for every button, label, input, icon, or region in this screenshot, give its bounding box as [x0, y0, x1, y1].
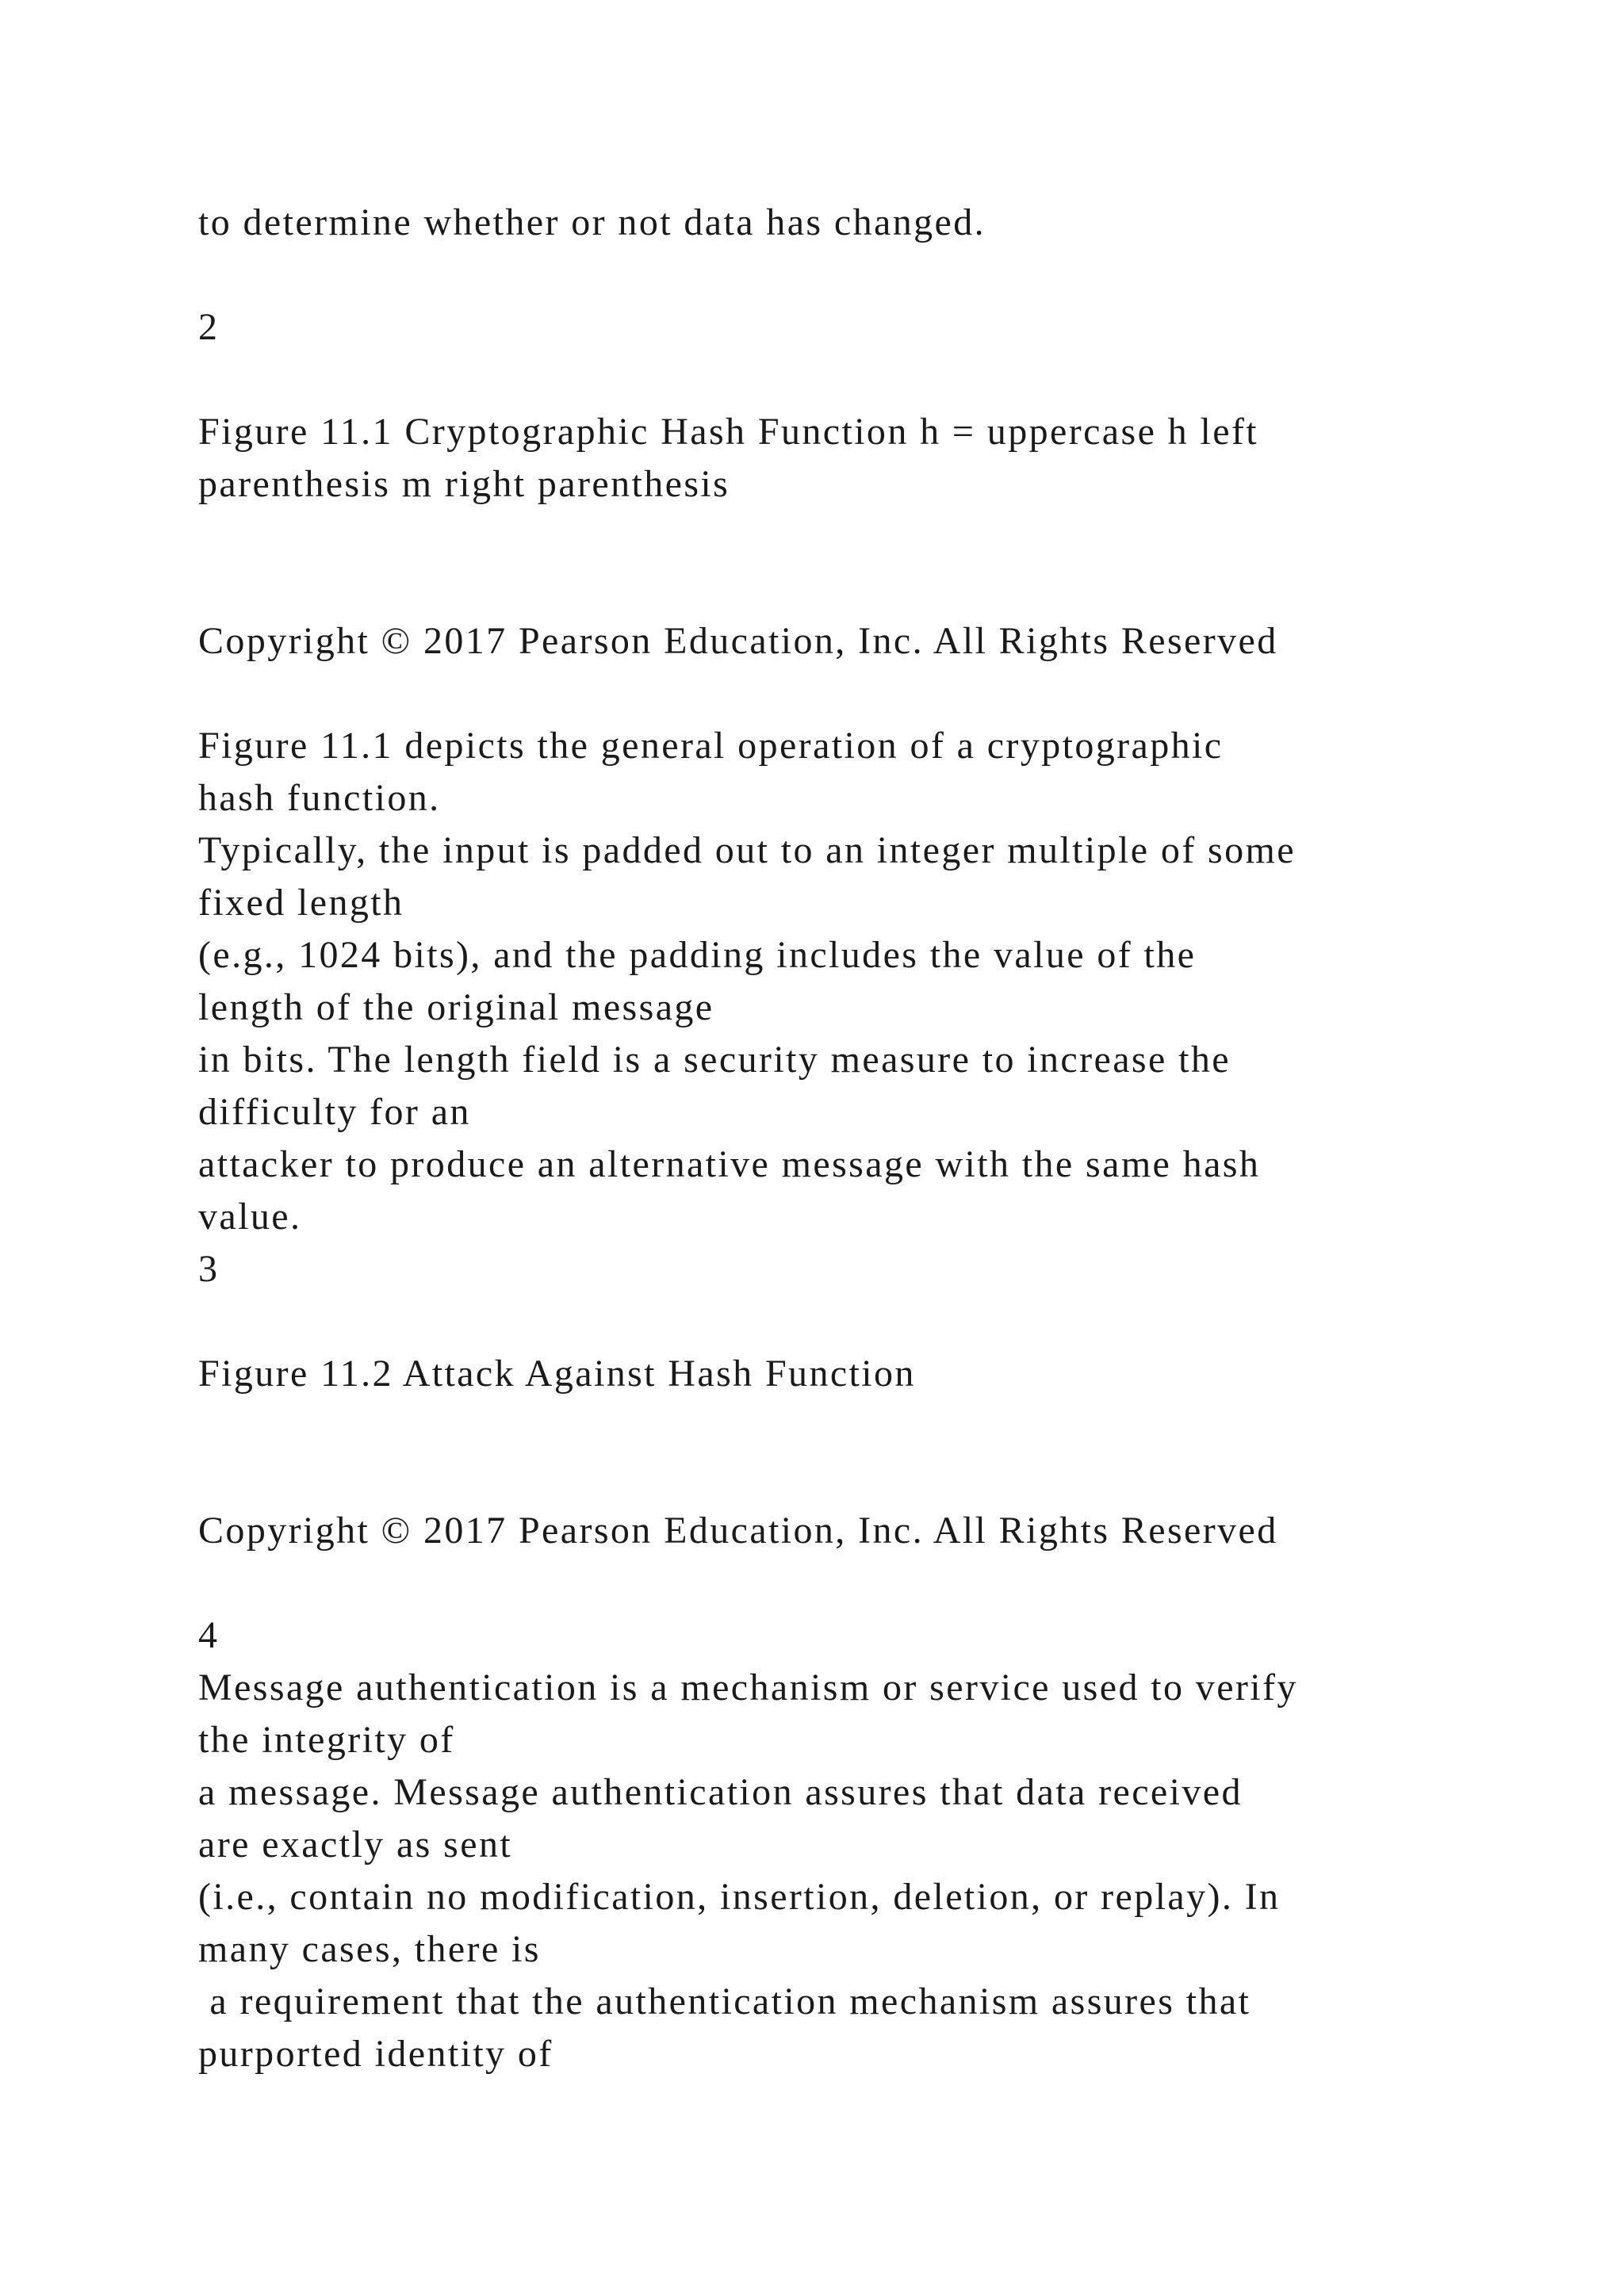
- text-line-09: fixed length: [198, 882, 404, 924]
- figure-11-1-caption-line-2: parenthesis m right parenthesis: [198, 463, 730, 505]
- text-line-12: in bits. The length field is a security measure to increase the: [198, 1039, 1231, 1081]
- text-line-25: many cases, there is: [198, 1928, 541, 1970]
- text-line-22: a message. Message authentication assures that data received: [198, 1771, 1243, 1813]
- page-number-4: 4: [198, 1614, 220, 1656]
- copyright-notice-1: Copyright © 2017 Pearson Education, Inc. All Rights Reserved: [198, 620, 1278, 662]
- text-line-11: length of the original message: [198, 986, 714, 1028]
- figure-11-2-caption: Figure 11.2 Attack Against Hash Function: [198, 1353, 916, 1395]
- text-line-08: Typically, the input is padded out to an integer multiple of some: [198, 829, 1296, 871]
- text-line-21: the integrity of: [198, 1719, 455, 1761]
- page-number-2: 2: [198, 306, 220, 348]
- page-number-3: 3: [198, 1248, 220, 1290]
- text-line-27: purported identity of: [198, 2033, 553, 2075]
- figure-11-1-caption-line-1: Figure 11.1 Cryptographic Hash Function h = uppercase h left: [198, 411, 1259, 453]
- text-line-24: (i.e., contain no modification, insertion, deletion, or replay). In: [198, 1876, 1281, 1918]
- text-line-20: Message authentication is a mechanism or service used to verify: [198, 1667, 1298, 1709]
- text-line-13: difficulty for an: [198, 1091, 471, 1133]
- text-line-26: a requirement that the authentication mechanism assures that: [198, 1980, 1251, 2022]
- text-line-15: value.: [198, 1196, 302, 1238]
- text-line-10: (e.g., 1024 bits), and the padding includes the value of the: [198, 934, 1197, 976]
- text-line-06: Figure 11.1 depicts the general operation of a cryptographic: [198, 725, 1224, 767]
- text-line-01: to determine whether or not data has changed.: [198, 201, 986, 243]
- copyright-notice-2: Copyright © 2017 Pearson Education, Inc. All Rights Reserved: [198, 1510, 1278, 1552]
- text-line-23: are exactly as sent: [198, 1823, 513, 1866]
- text-line-14: attacker to produce an alternative message with the same hash: [198, 1143, 1261, 1185]
- text-line-07: hash function.: [198, 777, 441, 819]
